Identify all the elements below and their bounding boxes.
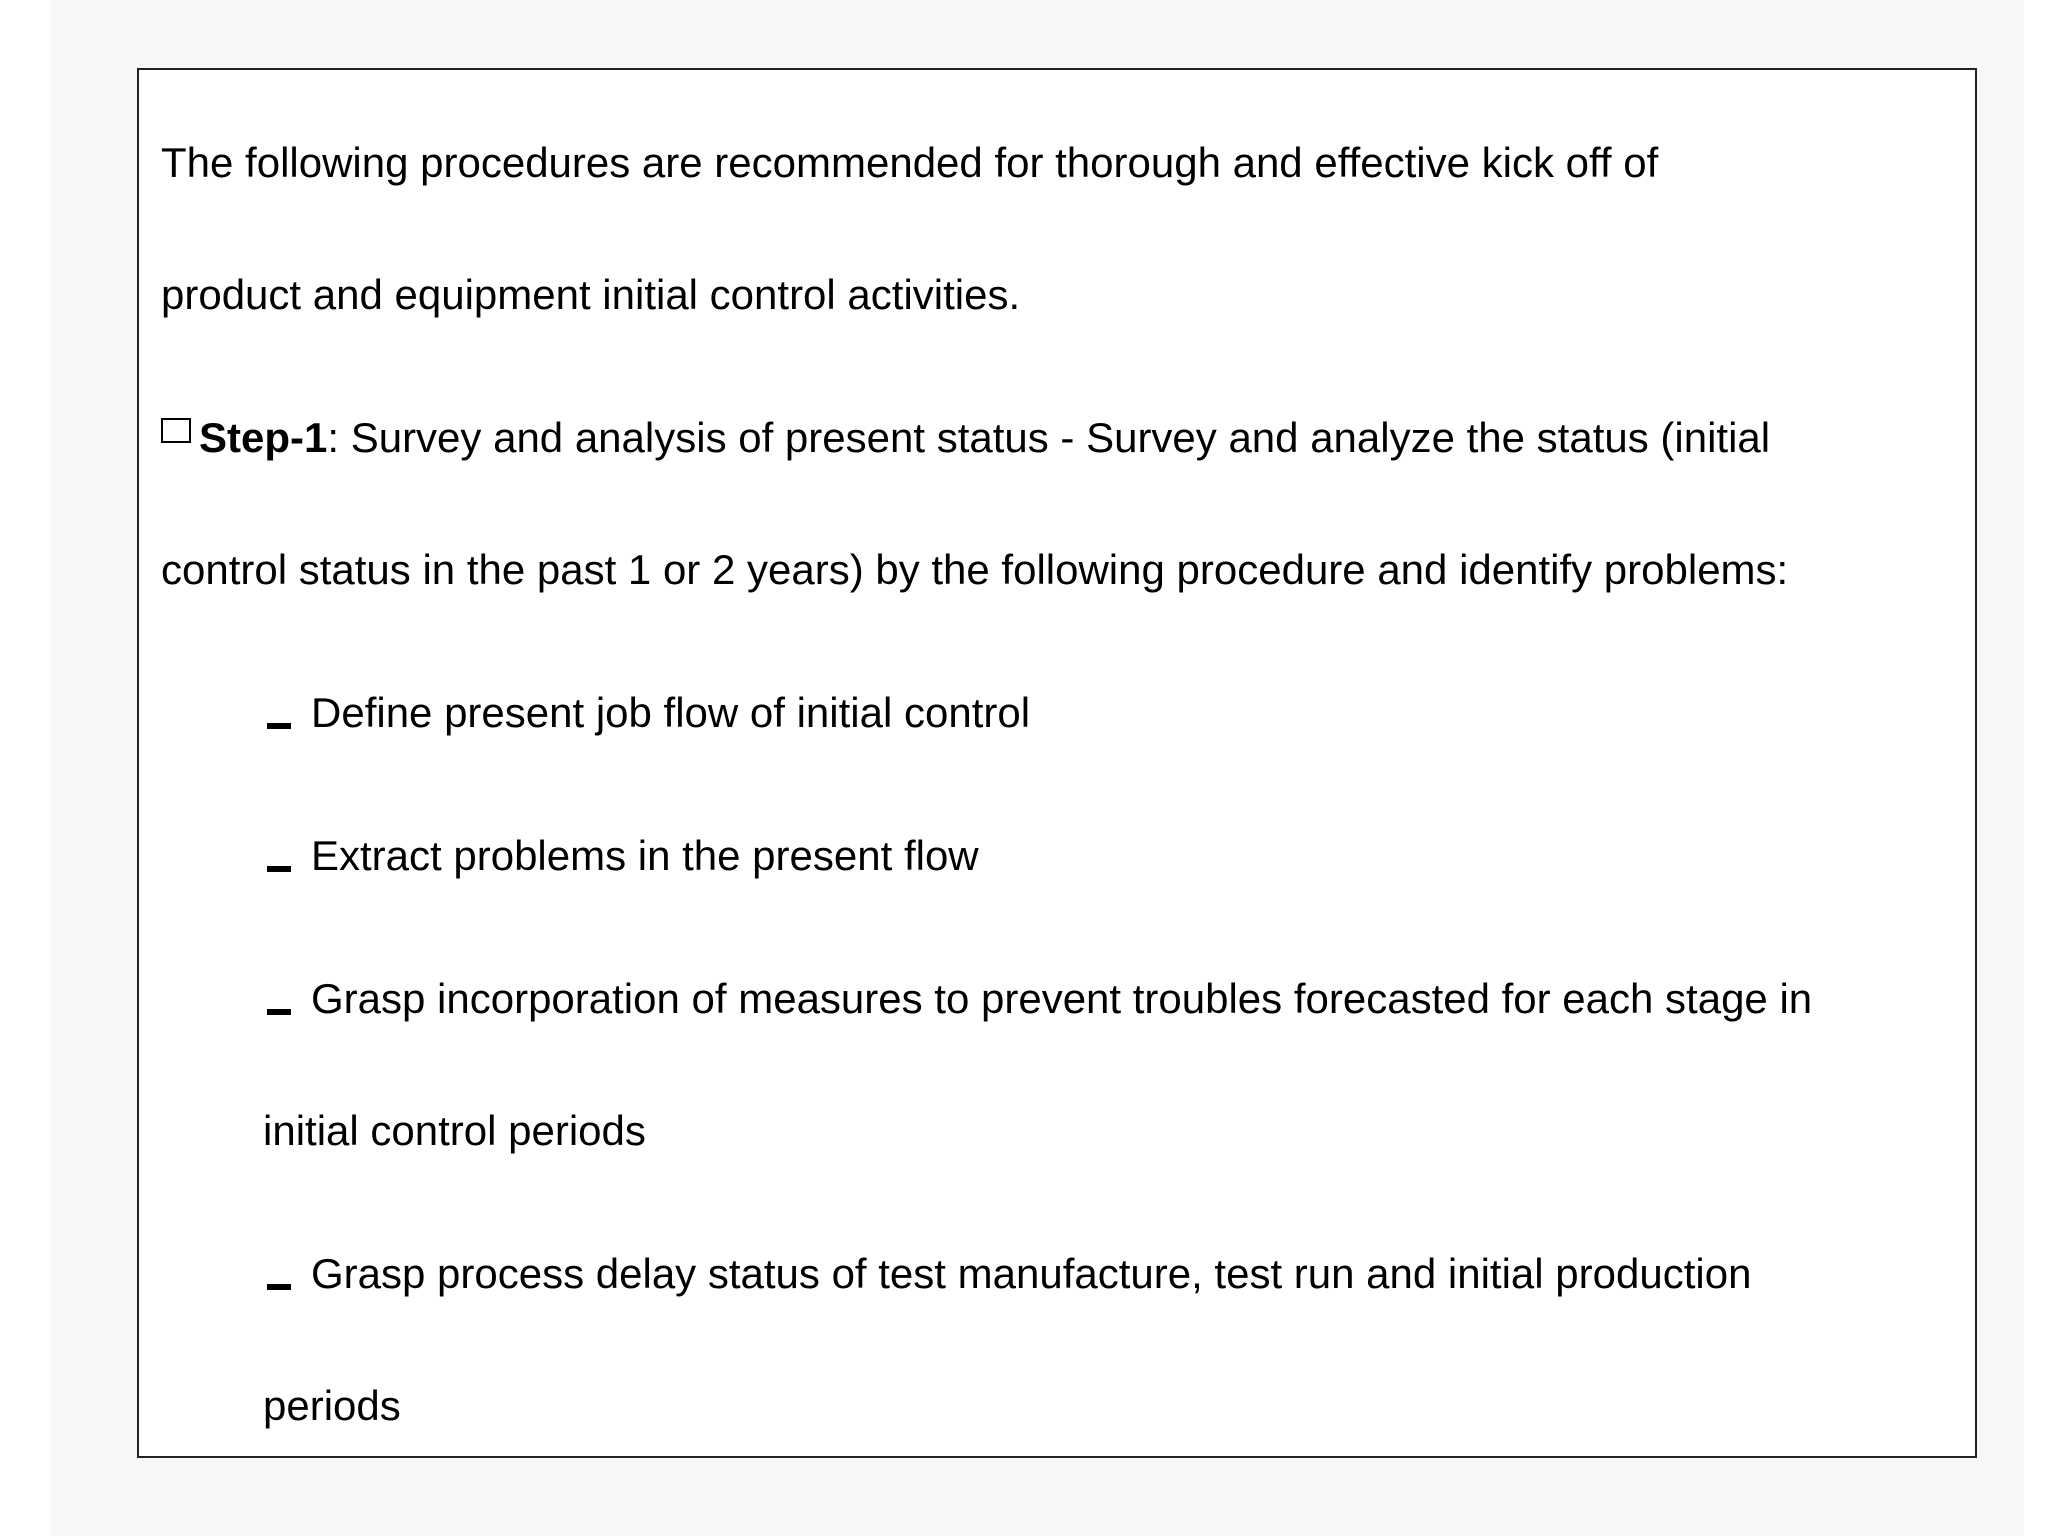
intro-line-1: The following procedures are recommended for thorough and effective kick off of [161, 139, 1659, 186]
step1-line-2: control status in the past 1 or 2 years) by the following procedure and identify problems: [161, 546, 1789, 593]
bullet-item-3-continuation: initial control periods [263, 1107, 646, 1154]
bullet-item-4-continuation: periods [263, 1382, 401, 1429]
document-text-box [137, 68, 1977, 1458]
dash-bullet-icon [267, 866, 291, 872]
dash-bullet-icon [267, 723, 291, 729]
bullet-item-1-text: Define present job flow of initial control [311, 689, 1031, 736]
step1-line-1 [161, 413, 1770, 463]
dash-bullet-icon [267, 1284, 291, 1290]
step1-description: : Survey and analysis of present status - Survey and analyze the status (initial [327, 414, 1771, 461]
dash-bullet-icon [267, 1009, 291, 1015]
bullet-item-4-text: Grasp process delay status of test manufacture, test run and initial production [311, 1250, 1752, 1297]
intro-line-2: product and equipment initial control activities. [161, 271, 1021, 318]
bullet-item-2-text: Extract problems in the present flow [311, 832, 979, 879]
bullet-item-3 [267, 974, 1812, 1024]
step1-label: Step-1 [199, 414, 328, 461]
checkbox-icon [161, 418, 191, 443]
bullet-item-2 [267, 831, 979, 881]
bullet-item-1 [267, 688, 1030, 738]
bullet-item-3-text: Grasp incorporation of measures to prevent troubles forecasted for each stage in [311, 975, 1813, 1022]
bullet-item-4 [267, 1249, 1751, 1299]
